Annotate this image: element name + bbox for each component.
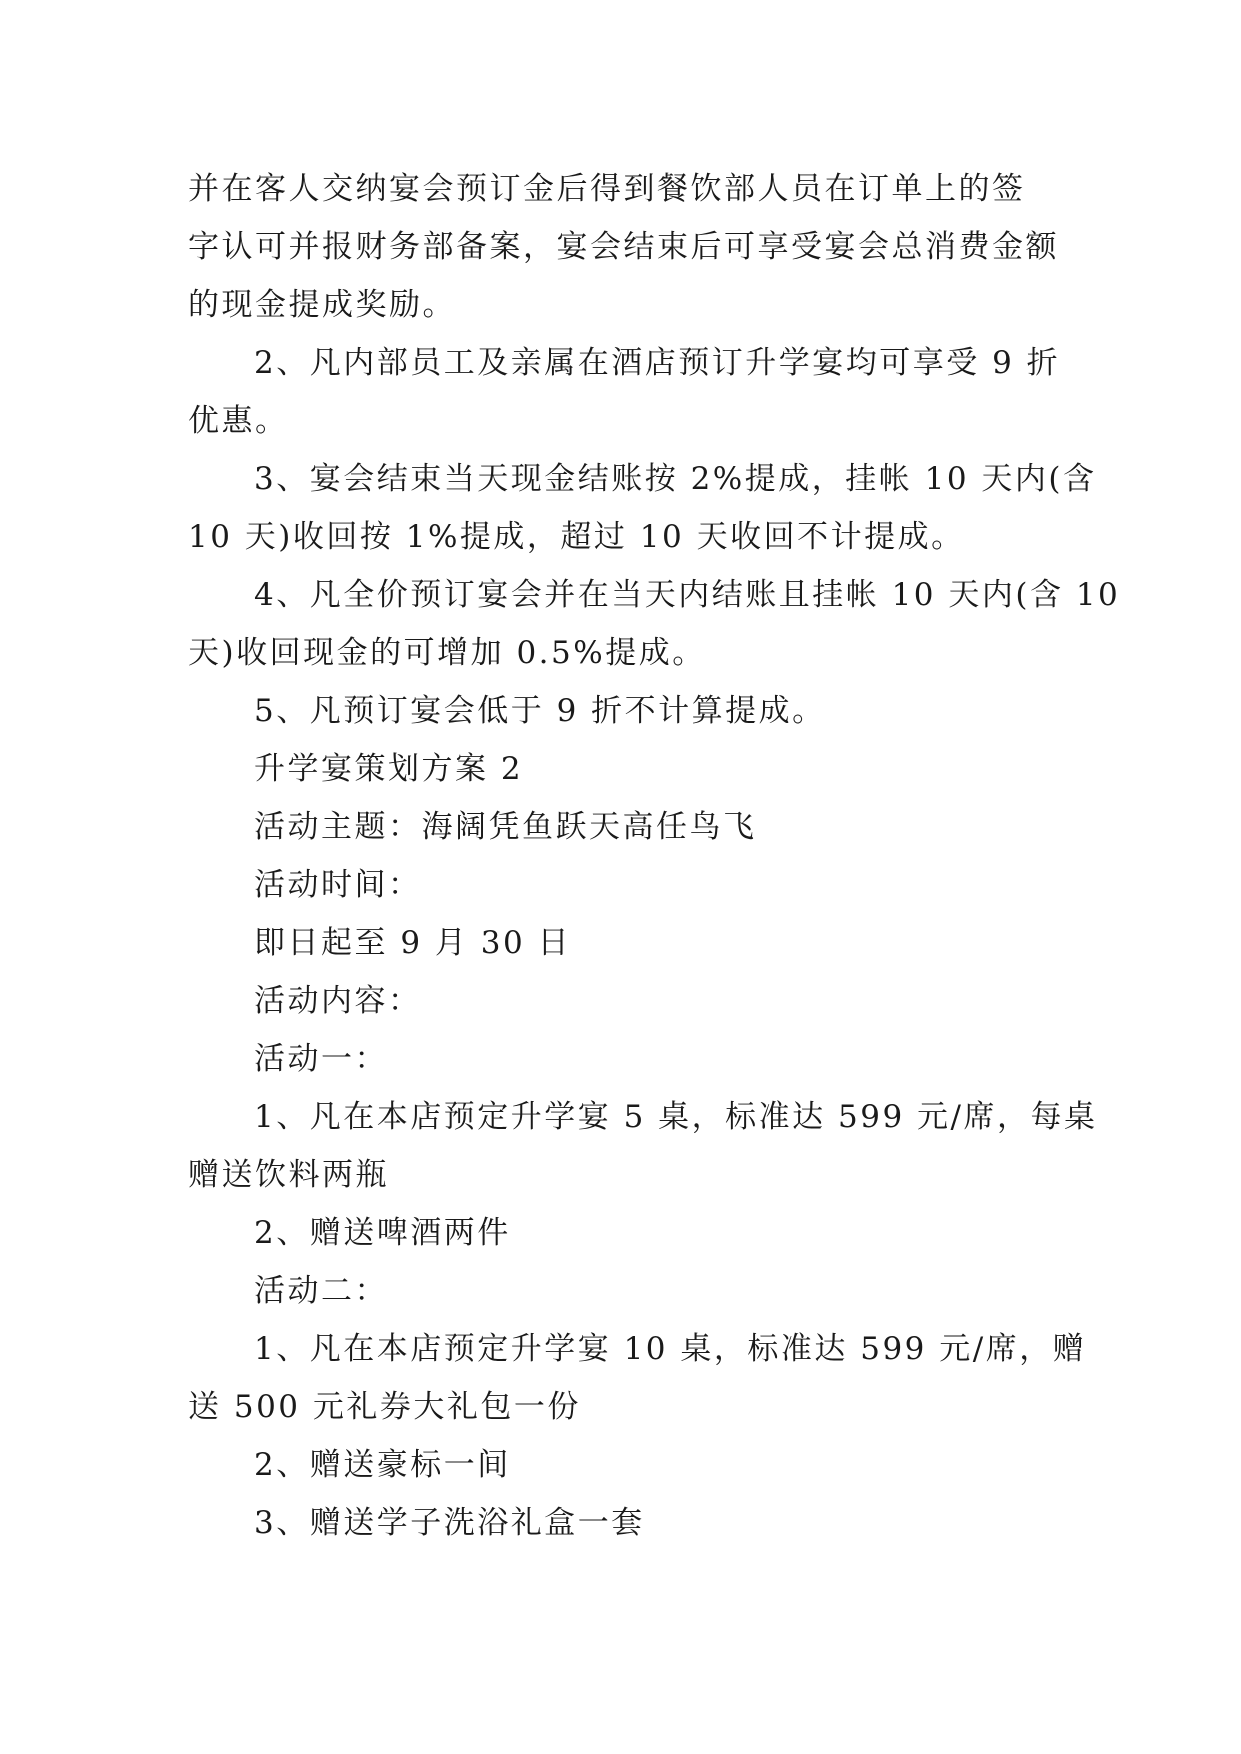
document-body [188, 160, 1121, 1552]
text-line: 活动一： [254, 1041, 388, 1077]
text-line: 活动时间： [254, 867, 422, 903]
text-line: 1、凡在本店预定升学宴 5 桌，标准达 599 元/席，每桌 [254, 1099, 1098, 1135]
text-line: 活动主题：海阔凭鱼跃天高任鸟飞 [254, 809, 757, 845]
text-line: 并在客人交纳宴会预订金后得到餐饮部人员在订单上的签 [188, 171, 1026, 207]
text-line: 3、赠送学子洗浴礼盒一套 [254, 1505, 645, 1541]
text-line: 优惠。 [188, 403, 289, 439]
text-line: 2、赠送啤酒两件 [254, 1215, 511, 1251]
text-line: 2、凡内部员工及亲属在酒店预订升学宴均可享受 9 折 [254, 345, 1061, 381]
text-line: 活动内容： [254, 983, 422, 1019]
text-line: 4、凡全价预订宴会并在当天内结账且挂帐 10 天内(含 10 [254, 577, 1121, 613]
text-line: 2、赠送豪标一间 [254, 1447, 511, 1483]
text-line: 1、凡在本店预定升学宴 10 桌，标准达 599 元/席，赠 [254, 1331, 1087, 1367]
text-line: 赠送饮料两瓶 [188, 1157, 389, 1193]
section-heading: 升学宴策划方案 2 [254, 751, 524, 787]
text-line: 即日起至 9 月 30 日 [254, 925, 572, 961]
text-line: 的现金提成奖励。 [188, 287, 456, 323]
text-line: 活动二： [254, 1273, 388, 1309]
text-line: 10 天)收回按 1%提成，超过 10 天收回不计提成。 [188, 519, 965, 555]
text-line: 5、凡预订宴会低于 9 折不计算提成。 [254, 693, 826, 729]
text-line: 3、宴会结束当天现金结账按 2%提成，挂帐 10 天内(含 [254, 461, 1097, 497]
text-line: 天)收回现金的可增加 0.5%提成。 [188, 635, 706, 671]
text-line: 送 500 元礼券大礼包一份 [188, 1389, 581, 1425]
text-line: 字认可并报财务部备案，宴会结束后可享受宴会总消费金额 [188, 229, 1059, 265]
